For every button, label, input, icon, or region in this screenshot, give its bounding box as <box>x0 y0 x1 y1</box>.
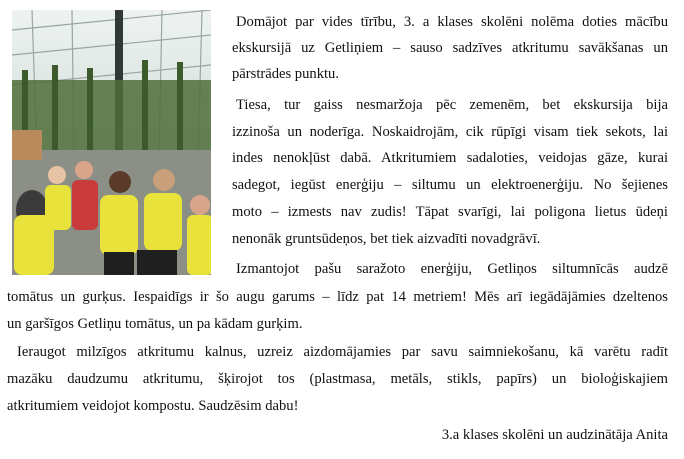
article-line: Tiesa, tur gaiss nesmaržoja pēc zemenēm, bet ekskursija bija <box>236 97 668 113</box>
article-line: atkritumiem veidojot kompostu. Saudzēsim dabu! <box>7 398 299 414</box>
greenhouse-photo-illustration <box>12 10 211 275</box>
article-line: Izmantojot pašu saražoto enerģiju, Getliņos siltumnīcās audzē <box>236 261 668 277</box>
signature: 3.a klases skolēni un audzinātāja Anita <box>441 427 668 443</box>
greenhouse-photo <box>12 10 211 275</box>
article-line: ekskursijā uz Getliņiem – sauso sadzīves atkritumu savākšanas un <box>232 40 668 56</box>
article-line: pārstrādes punktu. <box>232 66 339 82</box>
article-line: Domājot par vides tīrību, 3. a klases skolēni nolēma doties mācību <box>236 14 668 30</box>
article-line: moto – izmests nav zudis! Tāpat svarīgi, lai poligona lietus ūdeņi <box>232 204 668 220</box>
article-line: un garšīgos Getliņu tomātus, un pa kādam gurķim. <box>7 316 303 332</box>
article-line: mazāku daudzumu atkritumu, šķirojot tos (plastmasa, metāls, stikls, papīrs) un bioloģiskajiem <box>7 371 668 387</box>
article-line: tomātus un gurķus. Iespaidīgs ir šo augu garums – līdz pat 14 metriem! Mēs arī iegādājāmies dzeltenos <box>7 289 668 305</box>
article-line: Ieraugot milzīgos atkritumu kalnus, uzreiz aizdomājamies par savu saimniekošanu, kā varētu radīt <box>17 344 668 360</box>
article-line: nenonāk gruntsūdeņos, bet tiek aizvadīti novadgrāvī. <box>232 231 541 247</box>
article-line: izzinoša un noderīga. Noskaidrojām, cik rūpīgi visam tiek sekots, lai <box>232 124 668 140</box>
article-line: sadegot, iegūst enerģiju – siltumu un elektroenerģiju. No šejienes <box>232 177 668 193</box>
article-line: indes nenokļūst dabā. Atkritumiem sadaloties, veidojas gāze, kurai <box>232 150 668 166</box>
